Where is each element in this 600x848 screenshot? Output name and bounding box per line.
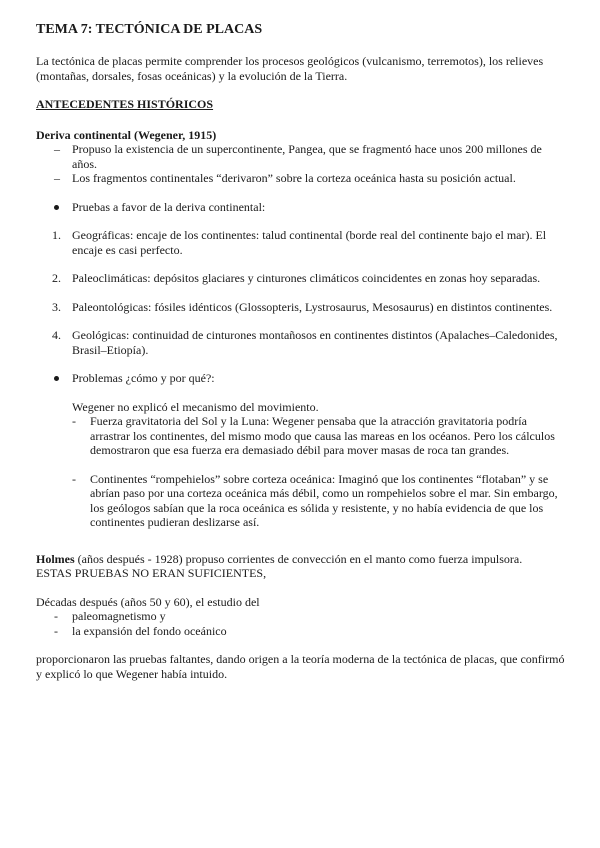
dash-marker: - bbox=[72, 471, 76, 486]
deriva-points-list bbox=[36, 142, 568, 186]
prueba-item: 3. Paleontológicas: fósiles idénticos (Glossopteris, Lystrosaurus, Mesosaurus) en distintos continentes. bbox=[52, 299, 553, 314]
dash-marker: - bbox=[54, 623, 58, 638]
bullet-dot-icon bbox=[54, 376, 59, 381]
deriva-heading: Deriva continental (Wegener, 1915) bbox=[36, 127, 217, 142]
page-title: TEMA 7: TECTÓNICA DE PLACAS bbox=[36, 22, 263, 37]
section-heading-antecedentes: ANTECEDENTES HISTÓRICOS bbox=[36, 97, 214, 111]
decadas-lead: Décadas después (años 50 y 60), el estudio del bbox=[36, 594, 260, 609]
dash-marker: - bbox=[72, 414, 76, 428]
decadas-item: - paleomagnetismo y bbox=[54, 609, 166, 623]
pruebas-list bbox=[36, 228, 568, 357]
prueba-item: 2. Paleoclimáticas: depósitos glaciares y cinturones climáticos coincidentes en zonas hoy separadas. bbox=[52, 271, 541, 285]
prueba-item: 1. Geográficas: encaje de los continentes: talud continental (borde real del continente bajo el mar). El encaje es casi perfecto. bbox=[52, 228, 547, 257]
bullet-dot-icon bbox=[54, 205, 59, 210]
prueba-item: 4. Geológicas: continuidad de cinturones montañosos en continentes distintos (Apalaches–Caledonides, Brasil–Etiopía). bbox=[52, 328, 558, 357]
deriva-point: – Los fragmentos continentales “derivaron” sobre la corteza oceánica hasta su posición actual. bbox=[54, 171, 516, 185]
pruebas-bullet: Pruebas a favor de la deriva continental: bbox=[36, 200, 568, 215]
problemas-bullet: Problemas ¿cómo y por qué?: bbox=[36, 371, 568, 386]
holmes-line2: ESTAS PRUEBAS NO ERAN SUFICIENTES, bbox=[36, 566, 267, 580]
deriva-point: – Propuso la existencia de un supercontinente, Pangea, que se fragmentó hace unos 200 millones de años. bbox=[54, 142, 542, 171]
holmes-paragraph: Holmes (años después - 1928) propuso corrientes de convección en el manto como fuerza impulsora. bbox=[36, 551, 523, 566]
intro-paragraph: La tectónica de placas permite comprender los procesos geológicos (vulcanismo, terremotos), los relieves (montañas, dorsales, fosas oceánicas) y la evolución de la Tierra. bbox=[36, 54, 544, 83]
holmes-name: Holmes bbox=[36, 551, 75, 566]
decadas-item: - la expansión del fondo oceánico bbox=[54, 623, 227, 638]
dash-marker: - bbox=[54, 609, 58, 623]
problema-item: - Continentes “rompehielos” sobre corteza oceánica: Imaginó que los continentes “flotaban” y se abrían paso por una corteza oceánica más débil, como un rompehielos sobre el mar. Sin embargo, los geólogos sabían que la roca oceánica es sólida y resistente, y no había evidencia de que los continentes pudieran deslizarse así. bbox=[72, 471, 558, 529]
problemas-block bbox=[36, 400, 568, 415]
decadas-list bbox=[36, 609, 568, 638]
problemas-list bbox=[36, 414, 568, 530]
problemas-lead: Wegener no explicó el mecanismo del movimiento. bbox=[72, 399, 319, 414]
document-page bbox=[36, 22, 568, 681]
dash-marker: – bbox=[54, 171, 60, 185]
dash-marker: – bbox=[54, 142, 60, 156]
problema-item: - Fuerza gravitatoria del Sol y la Luna: Wegener pensaba que la atracción gravitatoria podría arrastrar los continentes, del mismo modo que causa las mareas en los océanos. Pero los cálculos demostraron que esa fuerza era demasiado débil para mover masas de roca tan grandes. bbox=[72, 414, 555, 457]
closing-paragraph: proporcionaron las pruebas faltantes, dando origen a la teoría moderna de la tectónica de placas, que confirmó y explicó lo que Wegener había intuido. bbox=[36, 652, 565, 681]
